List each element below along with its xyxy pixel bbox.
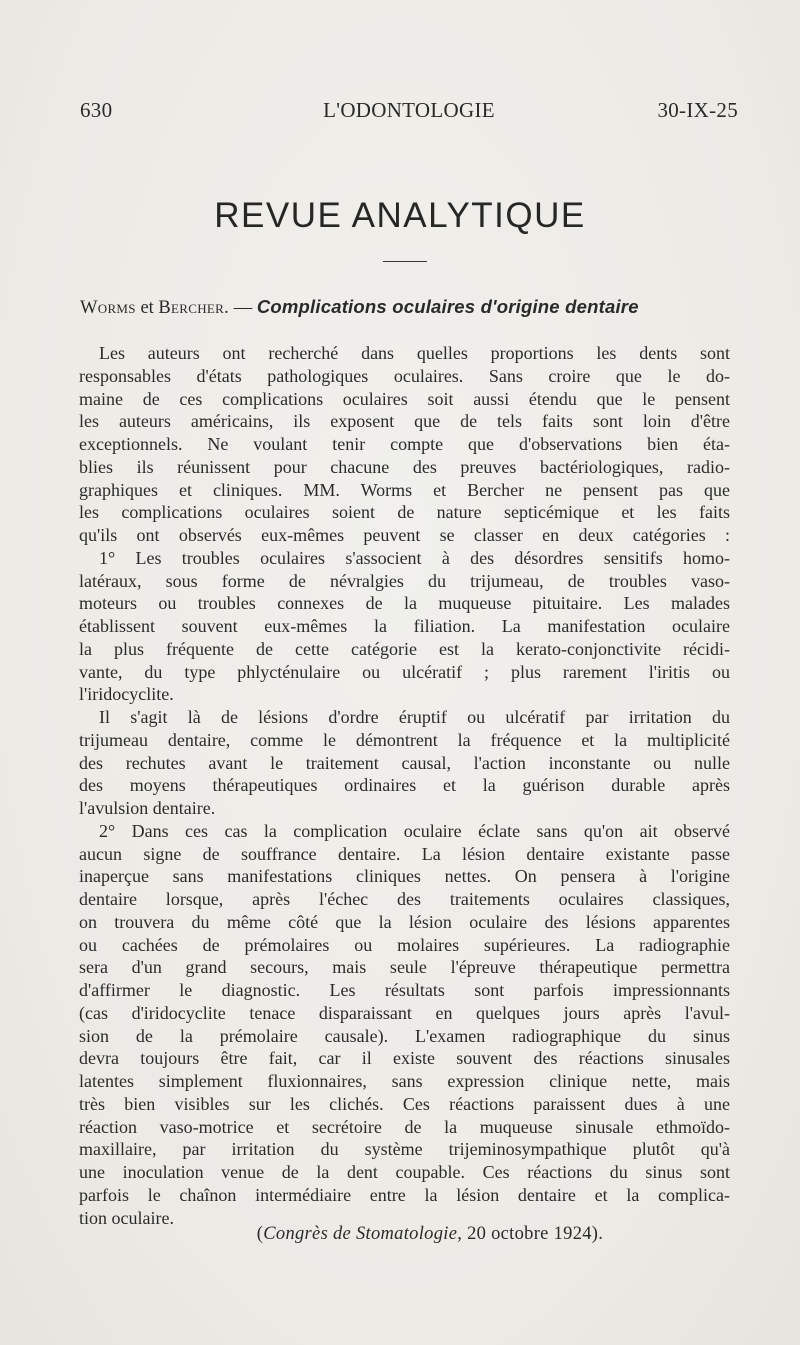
citation-source: Congrès de Stomatologie	[263, 1224, 458, 1244]
body-line: d'affirmer le diagnostic. Les résultats sont parfois impressionnants	[79, 980, 730, 1000]
body-line: très bien visibles sur les clichés. Ces réactions paraissent dues à une	[79, 1093, 730, 1114]
body-line: (cas d'iridocyclite tenace disparaissant en quelques jours après l'avul-	[79, 1002, 730, 1023]
body-line: devra toujours être fait, car il existe souvent des réactions sinusales	[79, 1048, 730, 1069]
body-line: établissent souvent eux-mêmes la filiation. La manifestation oculaire	[79, 616, 730, 636]
article-heading	[80, 296, 740, 319]
body-line: une inoculation venue de la dent coupable. Ces réactions du sinus sont	[79, 1162, 730, 1182]
issue-date: 30-IX-25	[657, 98, 738, 122]
body-line: graphiques et cliniques. MM. Worms et Bercher ne pensent pas que	[79, 479, 730, 500]
author-bercher: Bercher.	[158, 298, 230, 318]
section-title: REVUE ANALYTIQUE	[214, 196, 586, 235]
citation	[0, 1224, 800, 1245]
body-line: les auteurs américains, ils exposent que de tels faits sont loin d'être	[79, 411, 730, 432]
body-line: latentes simplement fluxionnaires, sans expression clinique nette, mais	[79, 1071, 730, 1091]
body-line: blies ils réunissent pour chacune des preuves bactériologiques, radio-	[79, 456, 730, 477]
title-divider	[383, 261, 427, 262]
body-line: latéraux, sous forme de névralgies du trijumeau, de troubles vaso-	[79, 570, 730, 591]
body-line: inaperçue sans manifestations cliniques nettes. On pensera à l'origine	[79, 866, 730, 887]
body-line: Il s'agit là de lésions d'ordre éruptif ou ulcératif par irritation du	[99, 707, 730, 727]
article-body	[79, 342, 730, 1229]
body-line: réaction vaso-motrice et secrétoire de la muqueuse sinusale ethmoïdo-	[79, 1116, 730, 1137]
body-line: dentaire lorsque, après l'échec des traitements oculaires classiques,	[79, 889, 730, 909]
body-line: responsables d'états pathologiques oculaires. Sans croire que le do-	[79, 365, 730, 386]
body-line: 2° Dans ces cas la complication oculaire éclate sans qu'on ait observé	[99, 820, 730, 841]
body-line: on trouvera du même côté que la lésion oculaire des lésions apparentes	[79, 911, 730, 932]
body-line: vante, du type phlycténulaire ou ulcératif ; plus rarement l'iritis ou	[79, 661, 730, 682]
citation-date: , 20 octobre 1924).	[457, 1224, 604, 1244]
body-line: aucun signe de souffrance dentaire. La lésion dentaire existante passe	[79, 843, 730, 864]
body-line: trijumeau dentaire, comme le démontrent la fréquence et la multiplicité	[79, 729, 730, 750]
body-line: des moyens thérapeutiques ordinaires et la guérison durable après	[79, 775, 730, 796]
body-line: maxillaire, par irritation du système trijeminosympathique plutôt qu'à	[79, 1139, 730, 1160]
body-line: ou cachées de prémolaires ou molaires supérieures. La radiographie	[79, 934, 730, 955]
body-line: exceptionnels. Ne voulant tenir compte que d'observations bien éta-	[79, 434, 730, 454]
body-line: sera d'un grand secours, mais seule l'épreuve thérapeutique permettra	[79, 957, 730, 978]
body-line: Les auteurs ont recherché dans quelles proportions les dents sont	[99, 343, 730, 363]
body-line: 1° Les troubles oculaires s'associent à des désordres sensitifs homo-	[99, 547, 730, 568]
body-line: l'avulsion dentaire.	[79, 798, 216, 818]
body-line: maine de ces complications oculaires soit aussi étendu que le pensent	[79, 388, 730, 409]
body-line: sion de la prémolaire causale). L'examen radiographique du sinus	[79, 1025, 730, 1046]
body-line: l'iridocyclite.	[79, 684, 174, 705]
running-header	[80, 98, 738, 128]
journal-title: L'ODONTOLOGIE	[323, 98, 495, 122]
body-line: moteurs ou troubles connexes de la muqueuse pituitaire. Les malades	[79, 593, 730, 614]
page-number: 630	[80, 98, 113, 122]
body-line: des rechutes avant le traitement causal, l'action inconstante ou nulle	[79, 752, 730, 773]
author-worms: Worms	[80, 298, 136, 318]
body-line: les complications oculaires soient de nature septicémique et les faits	[79, 502, 730, 523]
article-title: Complications oculaires d'origine dentaire	[256, 296, 639, 317]
body-line: la plus fréquente de cette catégorie est la kerato-conjonctivite récidi-	[79, 638, 730, 659]
body-line: parfois le chaînon intermédiaire entre la lésion dentaire et la complica-	[79, 1184, 730, 1205]
citation-open: (	[256, 1224, 264, 1244]
author-conjunction: et	[135, 298, 159, 318]
body-line: tion oculaire.	[79, 1207, 174, 1228]
body-line: qu'ils ont observés eux-mêmes peuvent se classer en deux catégories :	[79, 525, 730, 545]
heading-dash: —	[229, 298, 257, 318]
